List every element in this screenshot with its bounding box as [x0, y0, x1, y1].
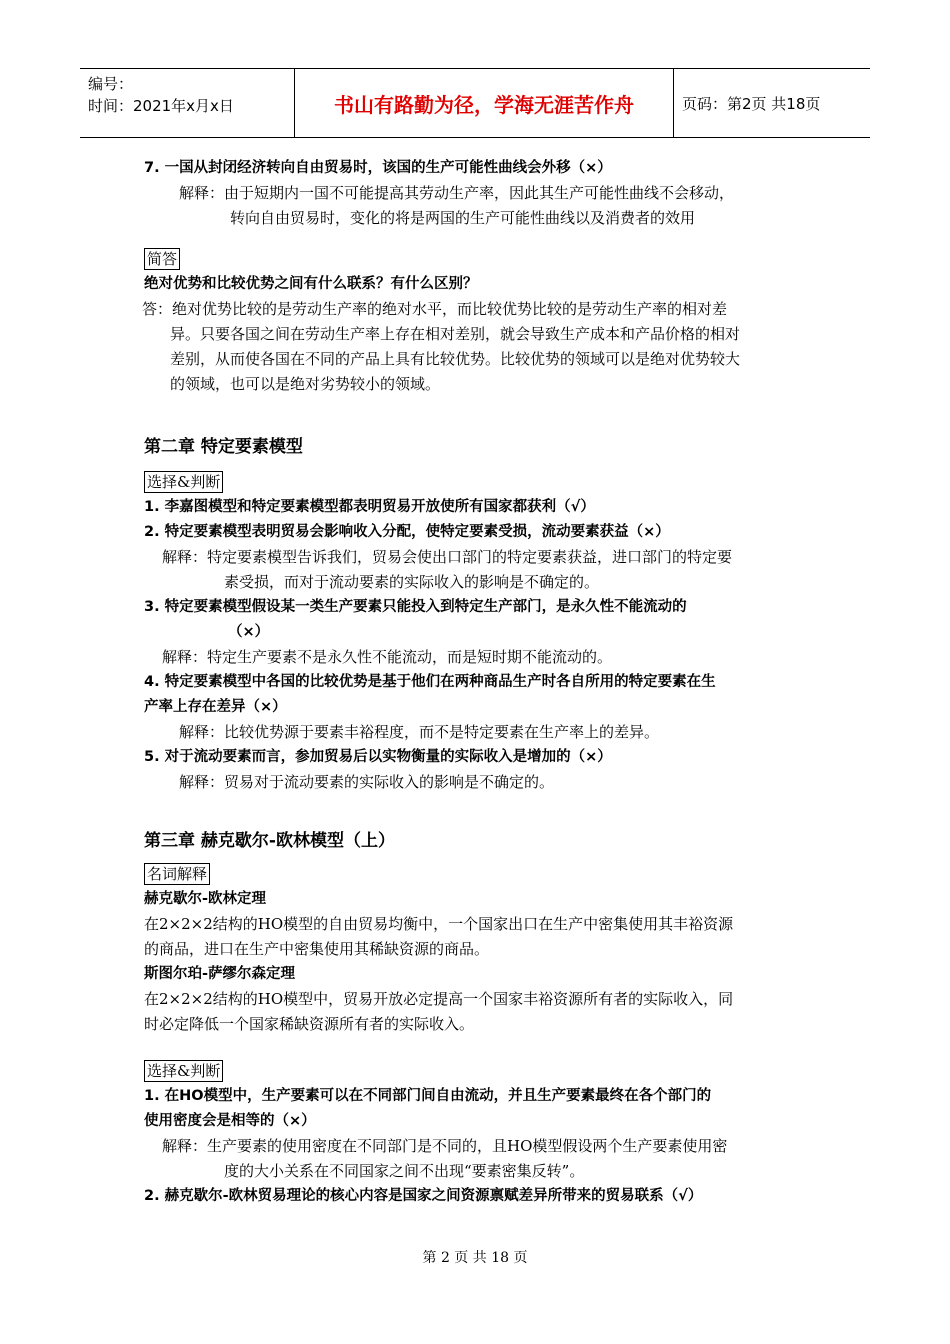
short-answer: [144, 297, 812, 397]
ch2-question-1: 1. 李嘉图模型和特定要素模型都表明贸易开放使所有国家都获利（√）: [144, 499, 595, 515]
definition-line: 在2×2×2结构的HO模型的自由贸易均衡中，一个国家出口在生产中密集使用其丰裕资源: [144, 915, 734, 933]
short-answer-question: 绝对优势和比较优势之间有什么联系？有什么区别？: [144, 276, 478, 292]
definition-line: 的商品，进口在生产中密集使用其稀缺资源的商品。: [144, 940, 490, 958]
chapter-3-title: 第三章 赫克歇尔-欧林模型（上）: [144, 831, 395, 851]
ch3-question-1: [144, 1084, 812, 1134]
ch2-question-5: 5. 对于流动要素而言，参加贸易后以实物衡量的实际收入是增加的（×）: [144, 749, 612, 765]
ch2-explanation-5: 解释：贸易对于流动要素的实际收入的影响是不确定的。: [179, 773, 555, 791]
answer-line: 答：绝对优势比较的是劳动生产率的绝对水平，而比较优势比较的是劳动生产率的相对差: [142, 300, 728, 318]
explanation-line: 解释：特定要素模型告诉我们，贸易会使出口部门的特定要素获益，进口部门的特定要: [162, 548, 733, 566]
ch2-explanation-4: 解释：比较优势源于要素丰裕程度，而不是特定要素在生产率上的差异。: [179, 723, 660, 741]
page-label: 页码：第2页 共18页: [682, 94, 821, 113]
ch2-explanation-2: [144, 545, 812, 595]
question-line: 1. 在HO模型中，生产要素可以在不同部门间自由流动，并且生产要素最终在各个部门的: [144, 1088, 712, 1104]
motto: 书山有路勤为径，学海无涯苦作舟: [295, 69, 674, 137]
explanation-line: 解释：由于短期内一国不可能提高其劳动生产率，因此其生产可能性曲线不会移动，: [179, 184, 735, 202]
ch2-question-4: [144, 670, 812, 720]
definition-ss-theorem: [144, 987, 812, 1037]
answer-line: 异。只要各国之间在劳动生产率上存在相对差别，就会导致生产成本和产品价格的相对: [170, 325, 741, 343]
question-line: 3. 特定要素模型假设某一类生产要素只能投入到特定生产部门，是永久性不能流动的: [144, 599, 687, 615]
number-label: 编号：: [88, 75, 134, 93]
header-meta: [80, 69, 295, 137]
term-ss-theorem: 斯图尔珀-萨缪尔森定理: [144, 966, 296, 982]
explanation-line: 解释：生产要素的使用密度在不同部门是不同的，且HO模型假设两个生产要素使用密: [162, 1137, 728, 1155]
definition-ho-theorem: [144, 912, 812, 962]
answer-line: 的领域，也可以是绝对劣势较小的领域。: [170, 375, 441, 393]
ch2-explanation-3: 解释：特定生产要素不是永久性不能流动，而是短时期不能流动的。: [162, 648, 613, 666]
document-body: [144, 156, 812, 1209]
section-tag-short-answer: 简答: [144, 248, 180, 270]
chapter-2-title: 第二章 特定要素模型: [144, 437, 303, 457]
answer-line: 差别，从而使各国在不同的产品上具有比较优势。比较优势的领域可以是绝对优势较大: [170, 350, 741, 368]
ch3-explanation-1: [144, 1134, 812, 1184]
explanation-7: [144, 181, 812, 231]
explanation-line: 度的大小关系在不同国家之间不出现“要素密集反转”。: [224, 1162, 585, 1180]
page-footer: 第 2 页 共 18 页: [422, 1250, 528, 1266]
explanation-line: 素受损，而对于流动要素的实际收入的影响是不确定的。: [224, 573, 600, 591]
ch2-question-2: 2. 特定要素模型表明贸易会影响收入分配，使特定要素受损，流动要素获益（×）: [144, 524, 670, 540]
term-ho-theorem: 赫克歇尔-欧林定理: [144, 891, 267, 907]
question-line: 使用密度会是相等的（×）: [144, 1113, 316, 1129]
ch2-question-3: [144, 595, 812, 645]
explanation-line: 转向自由贸易时，变化的将是两国的生产可能性曲线以及消费者的效用: [230, 209, 696, 227]
time-label: 时间：2021年x月x日: [88, 97, 234, 115]
section-tag-choice: 选择&判断: [144, 471, 223, 493]
question-line: 4. 特定要素模型中各国的比较优势是基于他们在两种商品生产时各自所用的特定要素在生: [144, 674, 716, 690]
definition-line: 在2×2×2结构的HO模型中，贸易开放必定提高一个国家丰裕资源所有者的实际收入，同: [144, 990, 734, 1008]
question-line: （×）: [228, 624, 270, 640]
ch3-question-2: 2. 赫克歇尔-欧林贸易理论的核心内容是国家之间资源禀赋差异所带来的贸易联系（√）: [144, 1188, 703, 1204]
page-header: [80, 68, 870, 138]
question-7: 7. 一国从封闭经济转向自由贸易时，该国的生产可能性曲线会外移（×）: [144, 160, 612, 176]
section-tag-terms: 名词解释: [144, 863, 210, 885]
definition-line: 时必定降低一个国家稀缺资源所有者的实际收入。: [144, 1015, 475, 1033]
question-line: 产率上存在差异（×）: [144, 699, 287, 715]
section-tag-choice-2: 选择&判断: [144, 1060, 223, 1082]
